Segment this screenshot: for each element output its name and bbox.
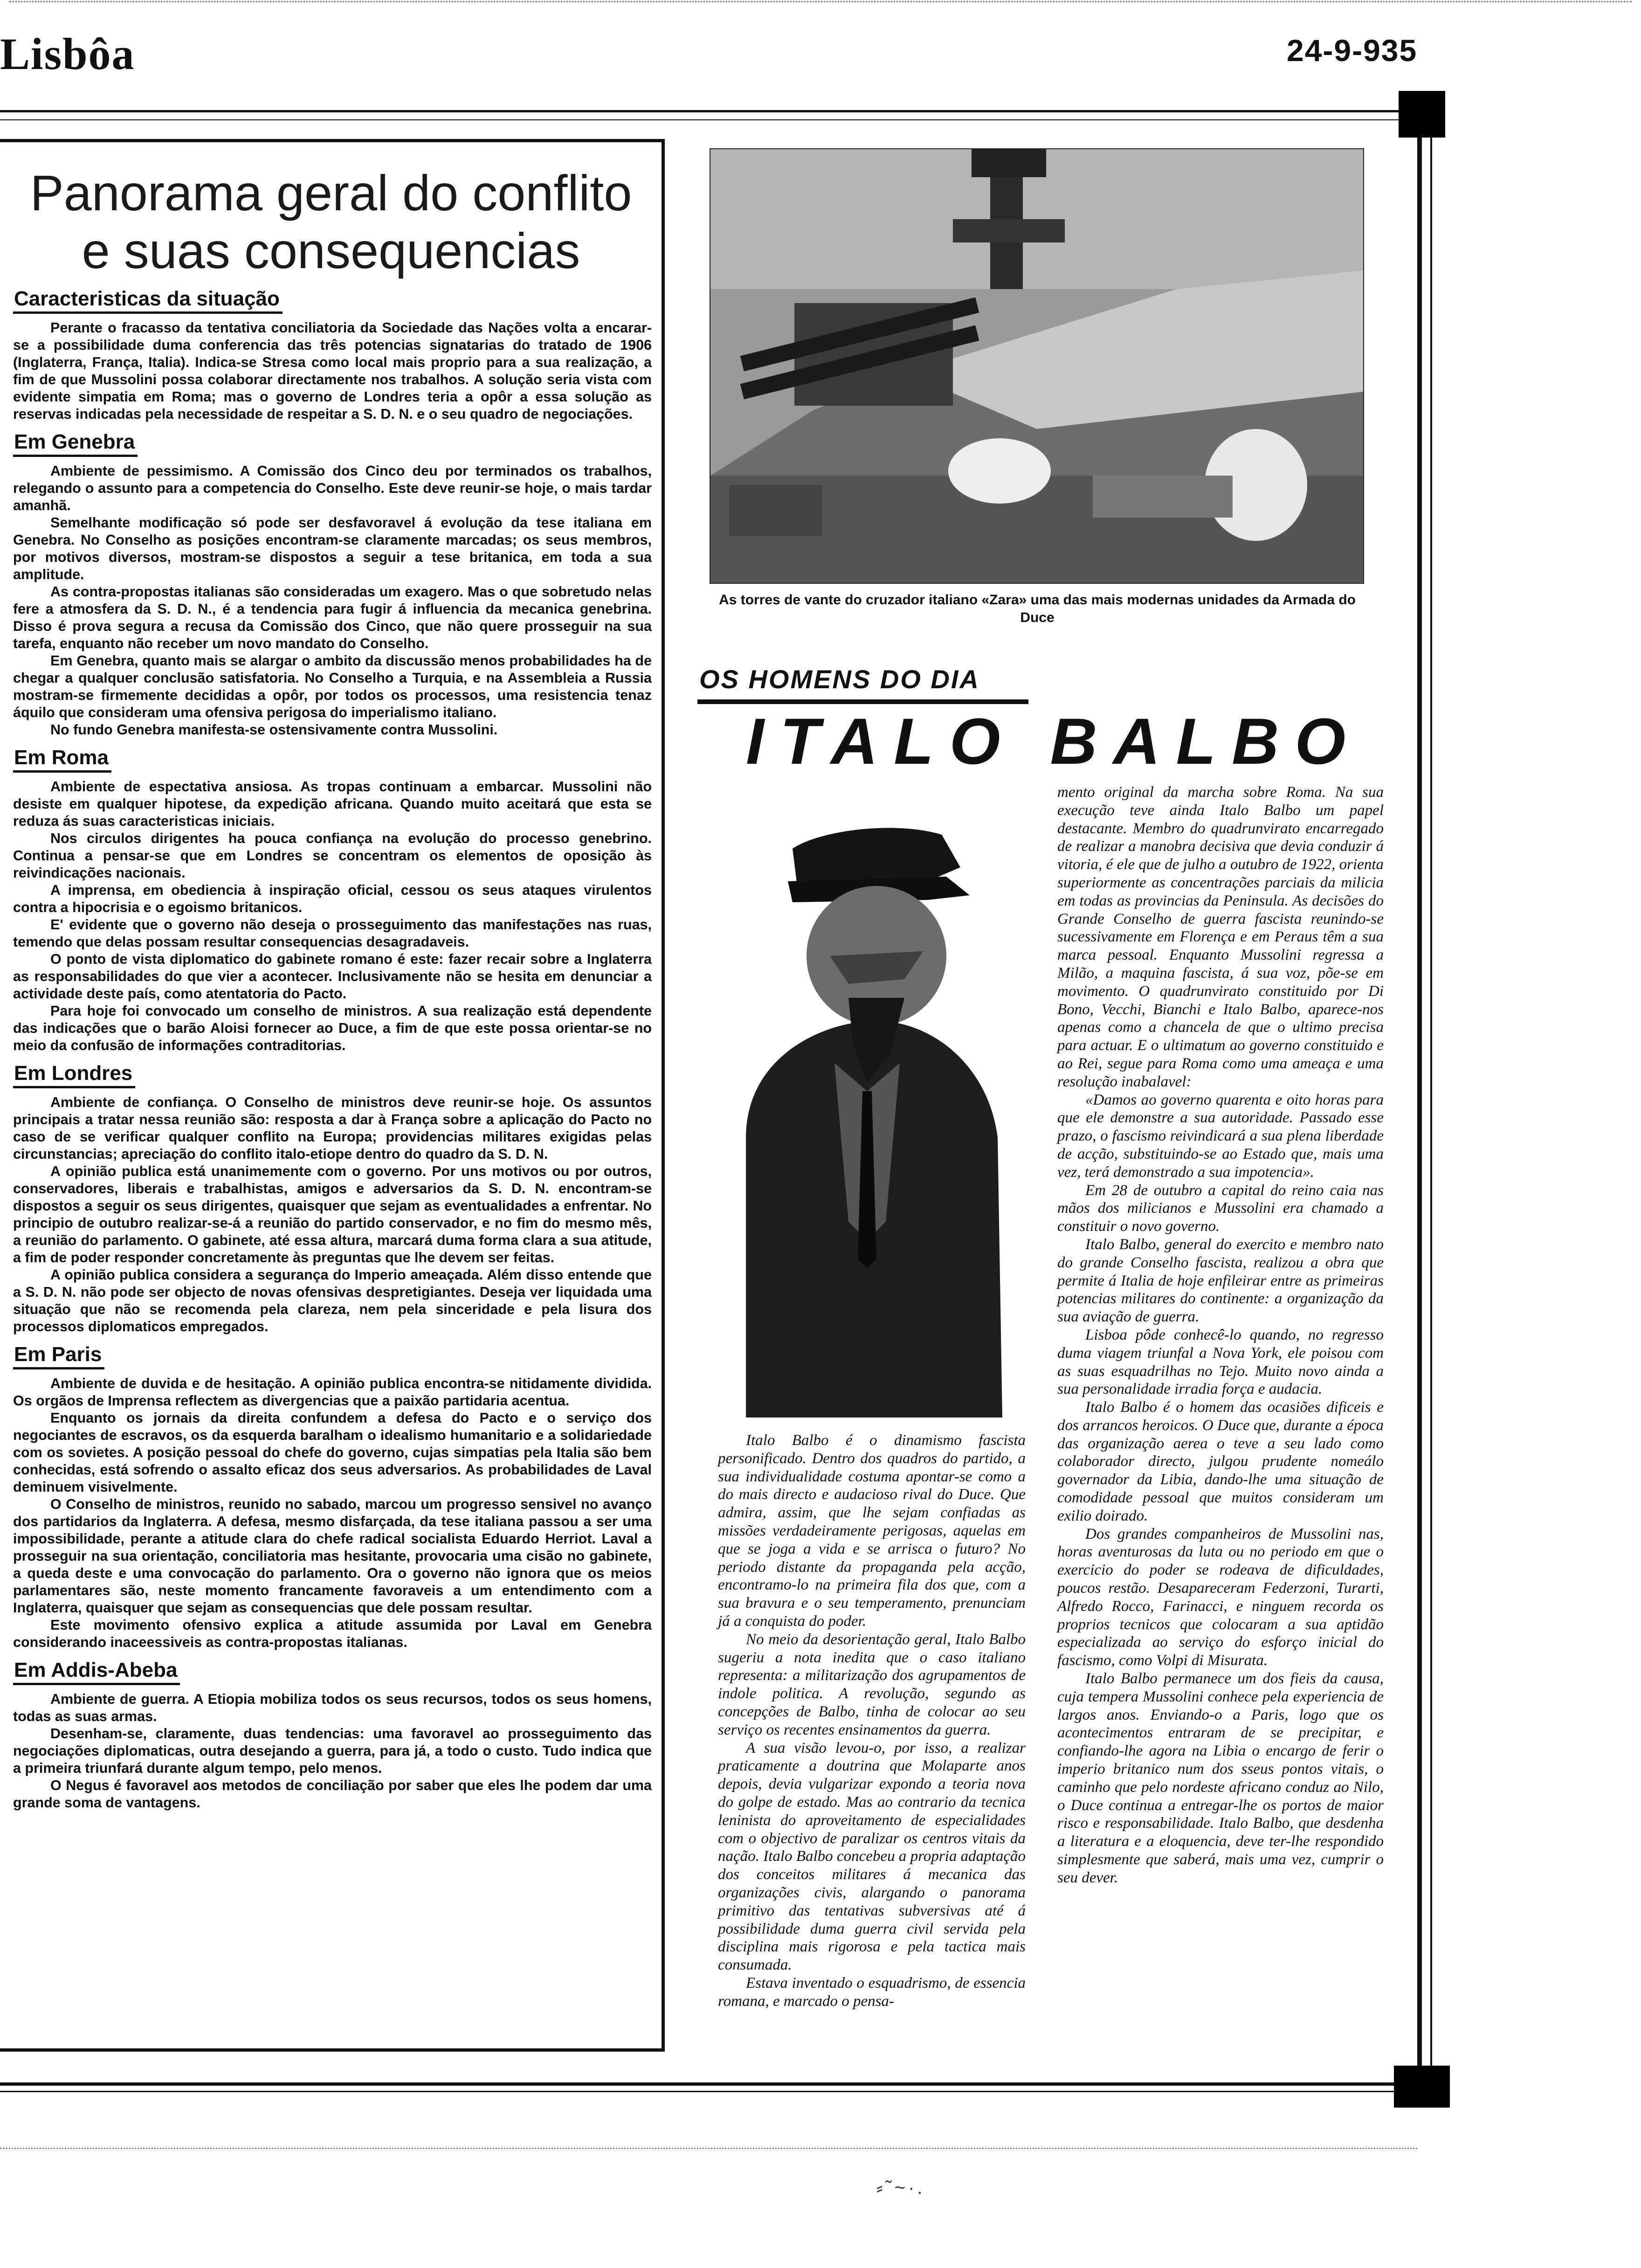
section-paragraph: Para hoje foi convocado um conselho de ministros. A sua realização está dependente das indicações que o barão Aloisi fornecer ao Duce, a fim de que este possa orientar-se no meio da confusão de informações contraditorias. (13, 1003, 652, 1053)
article-title-line-1: Panorama geral do conflito (30, 165, 632, 221)
portrait-image (727, 802, 1007, 1418)
feature-paragraph: Italo Balbo, general do exercito e membro nato do grande Conselho fascista, realizou a obra que permite á Italia de hoje enfileirar entre as primeiras potencias militares do continente: a organização da sua aviação de guerra. (1057, 1236, 1384, 1326)
section-paragraph: Ambiente de guerra. A Etiopia mobiliza todos os seus recursos, todos os seus homens, todas as suas armas. (13, 1691, 652, 1724)
feature-column-left (718, 1431, 1026, 2011)
section-paragraph: No fundo Genebra manifesta-se ostensivamente contra Mussolini. (50, 722, 498, 738)
section-heading: Em Addis-Abeba (13, 1659, 180, 1685)
section-heading: Em Londres (13, 1062, 135, 1088)
corner-block-bottom (1394, 2066, 1450, 2108)
feature-paragraph: Lisboa pôde conhecê-lo quando, no regresso duma viagem triunfal a Nova York, ele poisou com as suas esquadrilhas no Tejo. Muito novo ainda a sua personalidade irradia força e audacia. (1057, 1326, 1384, 1398)
section-paragraph: O ponto de vista diplomatico do gabinete romano é este: fazer recair sobre a Inglaterra as responsabilidades do que vier a acontecer. Inclusivamente não se hesita em denunciar a actividade deste país, como atentatoria do Pacto. (13, 951, 652, 1002)
corner-block-top (1399, 91, 1445, 138)
section-paragraph: Ambiente de pessimismo. A Comissão dos Cinco deu por terminados os trabalhos, relegando o assunto para a competencia do Conselho. Este deve reunir-se hoje, o mais tardar amanhã. (13, 463, 652, 513)
cruiser-photo (710, 148, 1364, 584)
section-paragraph: Perante o fracasso da tentativa conciliatoria da Sociedade das Nações volta a encarar-se a possibilidade duma conferencia das três potencias signatarias do tratado de 1906 (Inglaterra, França, Italia). Indica-se Stresa como local mais proprio para a sua realização, a fim de que Mussolini possa colaborar directamente nos trabalhos. A solução seria vista com evidente simpatia em Roma; mas o governo de Londres teria a opôr a essa solução as reservas indicadas pela necessidade de respeitar a S. D. N. e o seu quadro de negociações. (13, 320, 652, 422)
feature-paragraph: No meio da desorientação geral, Italo Balbo sugeriu a nota inedita que o caso italiano representa: a militarização dos agrupamentos de indole politica. A revolução, segundo as concepções de Balbo, tinha de colocar ao seu serviço os recentes ensinamentos da guerra. (718, 1631, 1026, 1738)
cruiser-turret-image (710, 149, 1363, 583)
feature-paragraph: Italo Balbo permanece um dos fieis da causa, cuja tempera Mussolini conhece pela experiencia de largos anos. Enviando-o a Paris, logo que os acontecimentos entraram de se precipitar, e confiando-lhe agora na Libia o encargo de ferir o imperio britanico num dos sseus pontos vitais, o caminho que pelo nordeste africano conduz ao Nilo, o Duce continua a entregar-lhe os portos de maior risco e responsabilidade. Italo Balbo, que desdenha a literatura e a eloquencia, deve ter-lhe respondido simplesmente que saberá, mais uma vez, cumprir o seu dever. (1057, 1670, 1384, 1886)
section-paragraph: Enquanto os jornais da direita confundem a defesa do Pacto e o serviço dos negociantes de escravos, os da esquerda baralham o idealismo humanitario e a solidariedade com os sovietes. A posição pessoal do chefe do governo, cujas simpatias pela Italia são bem conhecidas, está sofrendo o assalto eficaz dos seus adversarios. As probabilidades de Laval deminuem visivelmente. (13, 1410, 652, 1495)
article-title-line-2: e suas consequencias (82, 222, 580, 279)
top-rule-thick (0, 110, 1417, 112)
margin-mark: ⸗˜~·. (876, 2178, 925, 2198)
article-title (0, 164, 662, 280)
section-paragraph: Nos circulos dirigentes ha pouca confiança na evolução do processo genebrino. Continua a pensar-se que em Londres se concentram os elementos de oposição às reivindicações nacionais. (13, 830, 652, 881)
feature-paragraph: Dos grandes companheiros de Mussolini nas, horas aventurosas da luta ou no periodo em que o exercicio do poder se rodeava de dificuldades, poucos restão. Desapareceram Federzoni, Turarti, Alfredo Rocco, Farinacci, e ninguem recorda os proprios tecnicos que colocaram a sua aptidão especializada ao serviço do esforço inicial do fascismo, como Volpi di Misurata. (1057, 1525, 1384, 1669)
section-paragraph: A imprensa, em obediencia à inspiração oficial, cessou os seus ataques virulentos contra a hipocrisia e o egoismo britanicos. (13, 882, 652, 915)
section-heading: Caracteristicas da situação (13, 287, 283, 314)
footer-rule (0, 2148, 1417, 2149)
feature-paragraph: Italo Balbo é o dinamismo fascista personificado. Dentro dos quadros do partido, a sua individualidade costuma apontar-se como a do mais directo e audacioso rival do Duce. Que admira, assim, que lhe sejam confiadas as missões verdadeiramente perigosas, aquelas em que se joga a vida e se arrisca o futuro? No periodo distante da propaganda pela acção, encontramo-lo na primeira fila dos que, com a sua bravura e o seu temperamento, prenunciam já a conquista do poder. (718, 1432, 1026, 1630)
masthead: Lisbôa (0, 29, 135, 79)
issue-date: 24-9-935 (1287, 33, 1418, 68)
feature-paragraph: Estava inventado o esquadrismo, de essencia romana, e marcado o pensa- (718, 1974, 1026, 2010)
right-rail-thin (1430, 98, 1432, 2103)
right-rail-thick (1417, 98, 1422, 2103)
top-rule (9, 1, 1632, 2)
section-paragraph: A opinião publica está unanimemente com o governo. Por uns motivos ou por outros, conservadores, liberais e trabalhistas, amigos e adversarios da S. D. N. encontram-se dispostos a seguir os seus dirigentes, quaisquer que sejam as eventualidades a enfrentar. No principio de outubro realizar-se-á a reunião do partido conservador, e no fim do mesmo mês, a reunião do parlamento. O gabinete, até essa altura, marcará duma forma clara a sua atitude, a fim de poder responder concretamente às preguntas que lhe devem ser feitas. (13, 1163, 652, 1265)
balbo-portrait (727, 802, 1007, 1418)
section-paragraph: A opinião publica considera a segurança do Imperio ameaçada. Além disso entende que a S. D. N. não pode ser objecto de novas ofensivas despretigiantes. Deseja ver liquidada uma situação que não se recomenda pela clareza, nem pela sinceridade e pela lisura dos processos diplomaticos empregados. (13, 1267, 652, 1335)
section-paragraph: As contra-propostas italianas são consideradas um exagero. Mas o que sobretudo nelas fere a atmosfera da S. D. N., é a tendencia para fugir á influencia da mecanica genebrina. Disso é prova segura a recusa da Comissão dos Cinco, que não quere prosseguir na sua tarefa, enquanto não receber um novo mandato do Conselho. (13, 584, 652, 651)
section-paragraph: O Negus é favoravel aos metodos de conciliação por saber que eles lhe podem dar uma grande soma de vantagens. (13, 1777, 652, 1811)
section-paragraph: Desenham-se, claramente, duas tendencias: uma favoravel ao prosseguimento das negociações diplomaticas, outra desejando a guerra, para já, a todo o custo. Tudo indica que a primeira triunfará durante algum tempo, pelo menos. (13, 1726, 652, 1776)
feature-headline: ITALO BALBO (746, 705, 1362, 778)
section-kicker: OS HOMENS DO DIA (699, 664, 980, 694)
top-rule-thin (0, 119, 1417, 120)
section-paragraph: Este movimento ofensivo explica a atitude assumida por Laval em Genebra considerando inaceessiveis as contra-propostas italianas. (13, 1617, 652, 1650)
feature-paragraph: «Damos ao governo quarenta e oito horas para que ele demonstre a sua autoridade. Passado esse prazo, o fascismo reivindicará a sua plena liberdade de acção, substituindo-se ao Estado que, mais uma vez, terá demonstrado a sua impotencia». (1057, 1091, 1384, 1181)
left-article-body (13, 280, 652, 1812)
section-paragraph: Ambiente de duvida e de hesitação. A opinião publica encontra-se nitidamente dividida. Os orgãos de Imprensa reflectem as divergencias que a paixão partidaria acentua. (13, 1376, 652, 1409)
feature-paragraph: mento original da marcha sobre Roma. Na sua execução teve ainda Italo Balbo um papel destacante. Membro do quadrunvirato encarregado de realizar a manobra decisiva que devia conduzir á vitoria, é ele que de julho a outubro de 1922, orienta superiormente as concentrações parciais da milicia em todas as provincias da Peninsula. As decisões do Grande Conselho de guerra fascista reunindo-se sucessivamente em Florença e em Peraus têm a sua marca pessoal. Enquanto Mussolini regressa a Milão, a maquina fascista, á sua voz, põe-se em movimento. O quadrunvirato constituido por Di Bono, Vecchi, Bianchi e Italo Balbo, aparece-nos apenas como a chancela de que o ultimo precisa para actuar. E o ultimatum ao governo constituido e ao Rei, segue para Roma como uma ameaça e uma resolução inabalavel: (1057, 784, 1384, 1090)
section-paragraph: O Conselho de ministros, reunido no sabado, marcou um progresso sensivel no avanço dos partidarios da Inglaterra. A defesa, mesmo disfarçada, da tese italiana passou a ser uma impossibilidade, perante a atitude clara do chefe radical socialista Eduardo Herriot. Laval a prosseguir na sua orientação, conciliatoria mas hesitante, provocaria uma cisão no gabinete, a queda deste e uma convocação do parlamento. Ora o governo não ignora que os meios parlamentares são, neste momento francamente favoraveis a um entendimento com a Inglaterra, quaisquer que sejam as consequencias que dele possam resultar. (13, 1496, 652, 1616)
section-heading: Em Roma (13, 746, 111, 773)
section-paragraph: Ambiente de espectativa ansiosa. As tropas continuam a embarcar. Mussolini não desiste em qualquer hipotese, da expedição africana. Quando muito aceitará que esta se reduza ás suas caracteristicas iniciais. (13, 779, 652, 829)
feature-paragraph: Italo Balbo é o homem das ocasiões dificeis e dos arrancos heroicos. O Duce que, durante a época das organização aerea o teve a seu lado como colaborador directo, julgou prudente nomeálo governador da Libia, dando-lhe uma situação de comodidade pessoal que muitos consideram um exilio doirado. (1057, 1399, 1384, 1524)
section-paragraph: E' evidente que o governo não deseja o prosseguimento das manifestações nas ruas, temendo que delas possam resultar consequencias desagradaveis. (13, 917, 652, 950)
feature-paragraph: Em 28 de outubro a capital do reino caia nas mãos dos milicianos e Mussolini era chamado a constituir o novo governo. (1057, 1182, 1384, 1235)
section-paragraph: Em Genebra, quanto mais se alargar o ambito da discussão menos probabilidades ha de chegar a qualquer conclusão satisfatoria. No Conselho a Turquia, e na Assembleia a Russia mostram-se firmemente decididas a opôr, por todos os processos, uma resistencia tenaz áquilo que consideram uma ofensiva perigosa do imperialismo italiano. (13, 653, 652, 720)
feature-paragraph: A sua visão levou-o, por isso, a realizar praticamente a doutrina que Molaparte anos depois, devia vulgarizar expondo a teoria nova do golpe de estado. Mas ao contrario da tecnica leninista do aproveitamento de especialidades com o objectivo de paralizar os centros vitais da nação. Italo Balbo concebeu a propria adaptação dos conceitos militares á mecanica das organizações civis, alargando o panorama primitivo das tentativas subversivas até á possibilidade duma guerra civil servida pela disciplina mais rigorosa e pela tactica mais consumada. (718, 1739, 1026, 1974)
bottom-rule-thin (0, 2091, 1417, 2092)
feature-column-right (1057, 783, 1384, 1887)
section-heading: Em Genebra (13, 430, 138, 457)
section-paragraph: Semelhante modificação só pode ser desfavoravel á evolução da tese italiana em Genebra. No Conselho as posições encontram-se claramente marcadas; os seus membros, por motivos diversos, mostram-se dispostos a seguir a tese britanica, em toda a sua amplitude. (13, 515, 652, 582)
section-paragraph: Ambiente de confiança. O Conselho de ministros deve reunir-se hoje. Os assuntos principais a tratar nessa reunião são: resposta a dar à França sobre a aplicação do Pacto no caso de se verificar qualquer conflito na Europa; providencias militares exigidas pelas circunstancias; apreciação do conflito italo-etiope dentro do quadro da S. D. N. (13, 1094, 652, 1162)
section-heading: Em Paris (13, 1343, 104, 1369)
bottom-rule-thick (0, 2082, 1417, 2086)
photo-caption: As torres de vante do cruzador italiano «Zara» uma das mais modernas unidades da Armada do Duce (719, 592, 1356, 625)
kicker-underline (697, 699, 1028, 704)
